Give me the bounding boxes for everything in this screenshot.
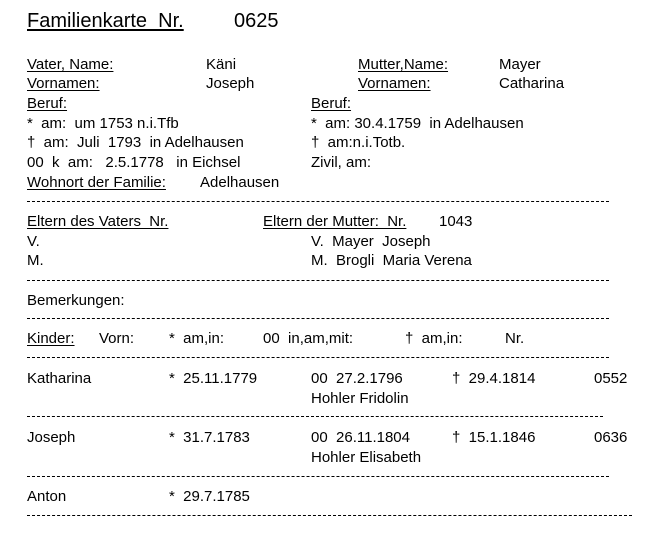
child-marriage: 00 27.2.1796: [311, 370, 403, 387]
divider: [27, 280, 609, 281]
divider: [27, 515, 632, 516]
mother-parents-number: 1043: [439, 213, 473, 230]
father-birth: * am: um 1753 n.i.Tfb: [27, 115, 179, 132]
column-header-death: † am,in:: [405, 330, 463, 347]
mother-occupation-label: Beruf:: [311, 95, 352, 112]
child-death: † 29.4.1814: [452, 370, 536, 387]
mother-given-label: Vornamen:: [358, 75, 431, 92]
child-birth: * 29.7.1785: [169, 488, 250, 505]
mother-birth: * am: 30.4.1759 in Adelhausen: [311, 115, 524, 132]
child-birth: * 31.7.1783: [169, 429, 250, 446]
mother-name-label: Mutter,Name:: [358, 56, 449, 73]
child-spouse: Hohler Fridolin: [311, 390, 409, 407]
mother-father: V. Mayer Joseph: [311, 233, 431, 250]
mother-mother: M. Brogli Maria Verena: [311, 252, 472, 269]
column-header-nr: Nr.: [505, 330, 525, 347]
child-name: Anton: [27, 488, 67, 505]
divider: [27, 476, 609, 477]
divider: [27, 357, 609, 358]
card-number: 0625: [234, 10, 279, 32]
children-label: Kinder:: [27, 330, 75, 347]
child-card-number: 0552: [594, 370, 628, 387]
remarks-label: Bemerkungen:: [27, 292, 125, 309]
child-marriage: 00 26.11.1804: [311, 429, 410, 446]
residence-label: Wohnort der Familie:: [27, 174, 166, 191]
father-parents-label: Eltern des Vaters Nr.: [27, 213, 169, 230]
mother-given-names: Catharina: [499, 75, 565, 92]
father-given-names: Joseph: [206, 75, 255, 92]
child-spouse: Hohler Elisabeth: [311, 449, 422, 466]
father-given-label: Vornamen:: [27, 75, 100, 92]
mother-parents-label: Eltern der Mutter: Nr.: [263, 213, 407, 230]
divider: [27, 416, 603, 417]
residence-value: Adelhausen: [200, 174, 280, 191]
card-title-label: Familienkarte Nr.: [27, 10, 184, 32]
child-birth: * 25.11.1779: [169, 370, 258, 387]
civil-marriage: Zivil, am:: [311, 154, 371, 171]
column-header-name: Vorn:: [99, 330, 135, 347]
marriage-record: 00 k am: 2.5.1778 in Eichsel: [27, 154, 241, 171]
divider: [27, 318, 609, 319]
child-name: Katharina: [27, 370, 92, 387]
father-name-label: Vater, Name:: [27, 56, 114, 73]
father-mother: M.: [27, 252, 44, 269]
child-name: Joseph: [27, 429, 76, 446]
father-death: † am: Juli 1793 in Adelhausen: [27, 134, 244, 151]
father-occupation-label: Beruf:: [27, 95, 68, 112]
mother-surname: Mayer: [499, 56, 541, 73]
child-death: † 15.1.1846: [452, 429, 536, 446]
column-header-birth: * am,in:: [169, 330, 225, 347]
child-card-number: 0636: [594, 429, 628, 446]
column-header-marriage: 00 in,am,mit:: [263, 330, 354, 347]
father-father: V.: [27, 233, 40, 250]
divider: [27, 201, 609, 202]
mother-death: † am:n.i.Totb.: [311, 134, 406, 151]
father-surname: Käni: [206, 56, 237, 73]
